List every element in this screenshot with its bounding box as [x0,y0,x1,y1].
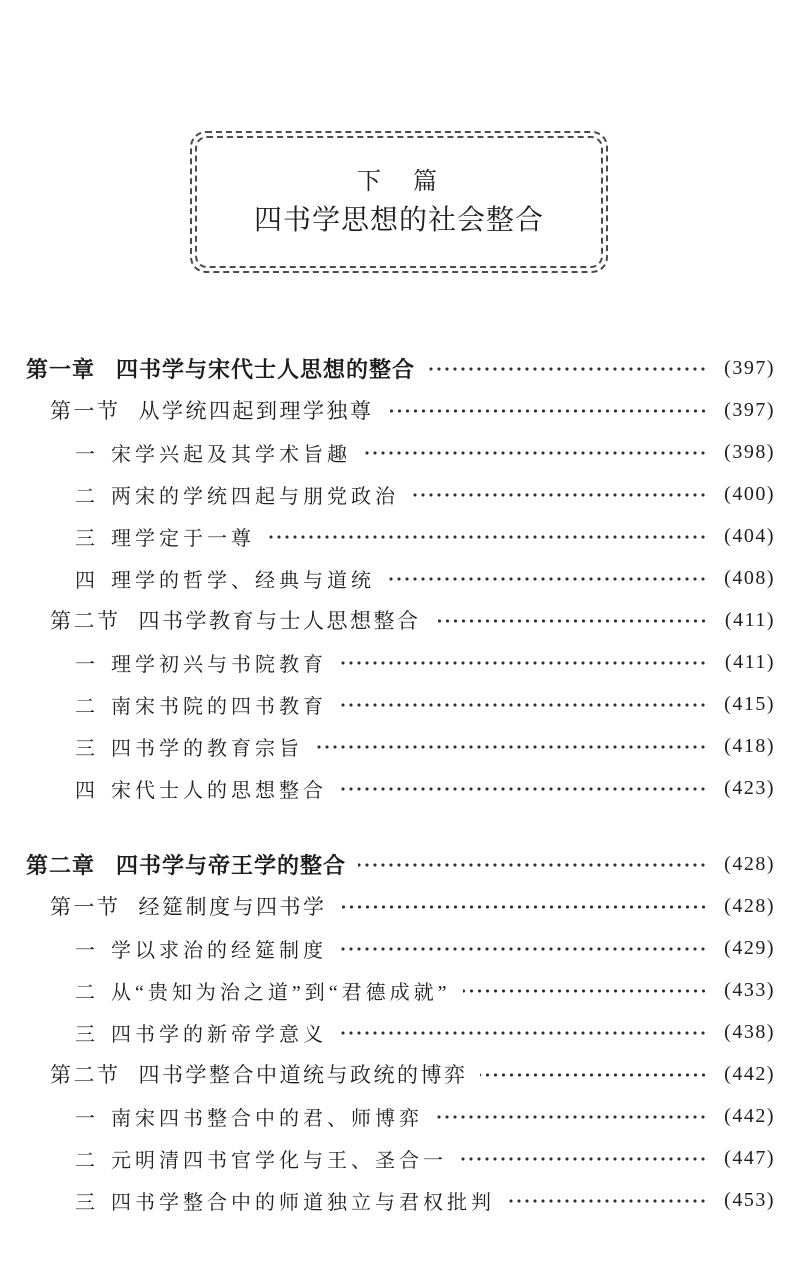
dot-leader [339,695,707,715]
dot-leader [411,485,707,505]
toc-entry-title: 学以求治的经筵制度 [111,939,327,962]
dot-leader [507,1191,707,1211]
dot-leader [433,611,708,631]
toc-entry-page: (411) [724,650,775,673]
toc-entry [0,473,800,515]
dot-leader [339,1023,707,1043]
toc-entry-label: 第二节 [50,609,121,633]
toc-entry-page: (447) [724,1146,775,1169]
toc-entry-label: 三 [75,1191,99,1214]
toc-entry [0,927,800,969]
toc-entry-title: 经筵制度与四书学 [138,895,327,919]
dot-leader [387,569,707,589]
toc-entry [0,885,800,927]
toc-entry-title: 理学定于一尊 [111,527,255,550]
toc-entry-title: 从“贵知为治之道”到“君德成就” [111,981,451,1004]
toc-entry-page: (418) [724,734,775,757]
dot-leader [459,1149,707,1169]
toc-entry-label: 第一节 [50,399,121,423]
toc-entry-label: 二 [75,695,99,718]
toc-entry-page: (429) [724,936,775,959]
dot-leader [315,737,707,757]
toc-entry-title: 理学的哲学、经典与道统 [111,569,375,592]
toc-entry-title: 四书学与宋代士人思想的整合 [116,356,416,382]
toc-entry-page: (408) [724,566,775,589]
toc-entry-title: 宋学兴起及其学术旨趣 [111,443,351,466]
toc-entry-page: (415) [724,692,775,715]
toc-entry [0,843,800,885]
dot-leader [386,401,708,421]
part-label: 下 篇 [357,168,441,195]
toc-entry-page: (397) [724,398,775,421]
toc-entry-title: 四书学的新帝学意义 [111,1023,327,1046]
toc-entry [0,969,800,1011]
toc-entry-label: 第一章 [26,356,96,382]
table-of-contents [0,347,800,1221]
toc-entry [0,347,800,389]
toc-entry-label: 二 [75,1149,99,1172]
toc-entry-page: (438) [724,1020,775,1043]
toc-entry [0,1179,800,1221]
toc-entry-label: 一 [75,653,99,676]
toc-entry-title: 南宋四书整合中的君、师博弈 [111,1107,423,1130]
toc-entry-page: (442) [724,1104,775,1127]
toc-entry [0,1137,800,1179]
toc-entry-title: 理学初兴与书院教育 [111,653,327,676]
toc-entry-title: 四书学整合中道统与政统的博弈 [138,1063,468,1087]
dot-leader [363,443,707,463]
toc-entry-label: 四 [75,569,99,592]
toc-entry-page: (398) [724,440,775,463]
toc-entry-label: 三 [75,527,99,550]
toc-entry-page: (397) [724,356,775,379]
toc-entry [0,431,800,473]
toc-entry [0,1095,800,1137]
toc-entry [0,1011,800,1053]
toc-entry-title: 四书学的教育宗旨 [111,737,303,760]
toc-entry-title: 南宋书院的四书教育 [111,695,327,718]
toc-entry-label: 三 [75,737,99,760]
part-title: 四书学思想的社会整合 [253,204,544,235]
toc-entry-label: 第二节 [50,1063,121,1087]
dot-leader [339,897,708,917]
toc-entry-label: 一 [75,1107,99,1130]
toc-entry-page: (453) [724,1188,775,1211]
toc-entry-label: 二 [75,485,99,508]
toc-entry-title: 四书学整合中的师道独立与君权批判 [111,1191,495,1214]
toc-entry [0,725,800,767]
dot-leader [463,981,707,1001]
dot-leader [339,939,707,959]
toc-entry-label: 一 [75,443,99,466]
toc-entry-title: 从学统四起到理学独尊 [138,399,374,423]
toc-entry [0,515,800,557]
toc-entry-label: 二 [75,981,99,1004]
toc-entry-page: (433) [724,978,775,1001]
toc-entry [0,389,800,431]
toc-entry [0,599,800,641]
dot-leader [267,527,707,547]
dot-leader [435,1107,707,1127]
toc-entry-page: (411) [724,608,775,631]
toc-entry-label: 第二章 [26,852,96,878]
toc-entry-page: (428) [724,852,775,875]
part-title-box [190,131,608,273]
dot-leader [339,779,707,799]
dot-leader [339,653,707,673]
toc-entry-title: 四书学与帝王学的整合 [116,852,347,878]
dot-leader [480,1065,708,1085]
toc-entry-title: 宋代士人的思想整合 [111,779,327,802]
toc-entry-label: 第一节 [50,895,121,919]
dot-leader [427,359,707,379]
toc-entry-label: 一 [75,939,99,962]
toc-entry-title: 四书学教育与士人思想整合 [138,609,421,633]
toc-entry-page: (400) [724,482,775,505]
dot-leader [358,855,707,875]
toc-entry-page: (442) [724,1062,775,1085]
toc-entry [0,767,800,809]
toc-entry-page: (404) [724,524,775,547]
toc-entry-title: 两宋的学统四起与朋党政治 [111,485,399,508]
toc-entry-page: (423) [724,776,775,799]
toc-entry [0,1053,800,1095]
toc-entry-title: 元明清四书官学化与王、圣合一 [111,1149,447,1172]
part-title-box-inner [195,136,603,268]
toc-entry [0,683,800,725]
toc-entry-label: 四 [75,779,99,802]
toc-entry-label: 三 [75,1023,99,1046]
toc-entry-page: (428) [724,894,775,917]
toc-entry [0,557,800,599]
toc-entry [0,641,800,683]
